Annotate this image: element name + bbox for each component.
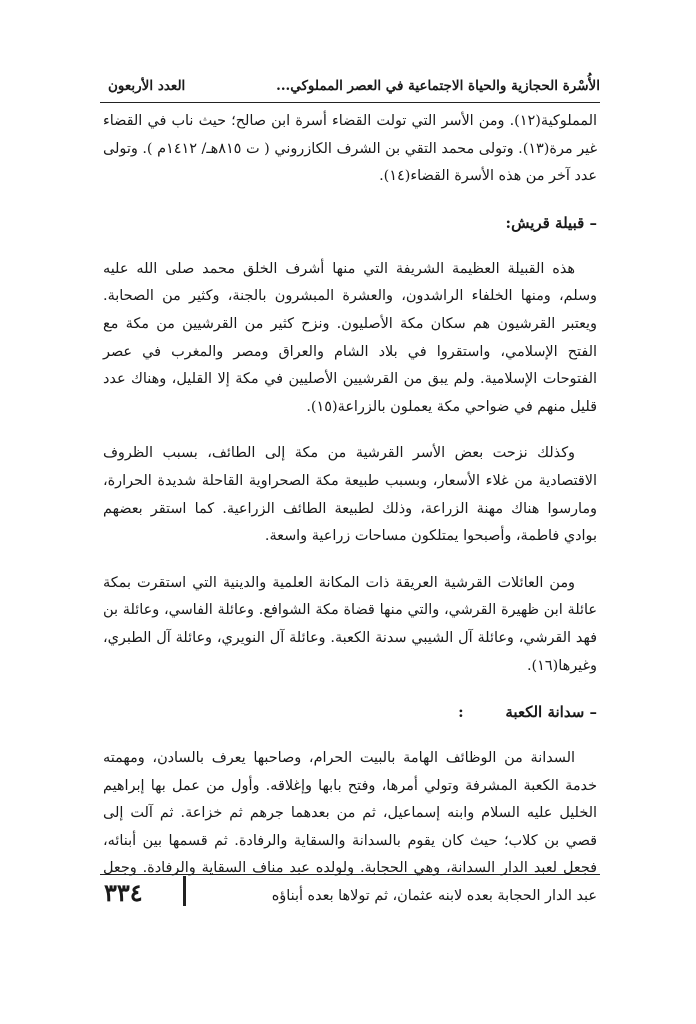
spacer [103,680,597,699]
spacer [103,726,597,745]
running-header [100,78,600,100]
paragraph: المملوكية(١٢). ومن الأسر التي تولت القضاء أسرة ابن صالح؛ حيث ناب في القضاء غير مرة(١٣). وتولى محمد التقي بن الشرف الكازروني ( ت ٨١٥هـ/ ١٤١٢م ). وتولى عدد آخر من هذه الأسرة القضاء(١٤). [103,113,597,185]
page-number: ٣٣٤ [104,878,143,907]
footer-divider [183,876,186,906]
paragraph: وكذلك نزحت بعض الأسر القرشية من مكة إلى الطائف، بسبب الظروف الاقتصادية من غلاء الأسعار، وبسبب طبيعة مكة الصحراوية القاحلة شديدة الحرارة، ومارسوا هناك مهنة الزراعة، وذلك لطبيعة الطائف الزراعية. كما استقر بعضهم بوادي فاطمة، وأصبحوا يمتلكون مساحات زراعية واسعة. [103,445,597,545]
spacer [103,551,597,570]
section-heading: – سدانة الكعبة : [458,703,597,722]
spacer [103,421,597,440]
paragraph: السدانة من الوظائف الهامة بالبيت الحرام، وصاحبها يعرف بالسادن، ومهمته خدمة الكعبة المشرفة وتولي أمرها، وفتح بابها وإغلاقه. وأول من عمل بها إبراهيم الخليل عليه السلام وابنه إسماعيل، ثم من بعدهما جرهم ثم خزاعة. ثم آلت إلى قصي بن كلاب؛ حيث كان يقوم بالسدانة والسقاية والرفادة. ثم قسمها بين أبنائه، فجعل لعبد الدار السدانة، وهي الحجابة. ولولده عبد مناف السقاية والرفادة. وجعل عبد الدار الحجابة بعده لابنه عثمان، ثم تولاها بعده أبناؤه [103,750,597,905]
header-rule [100,102,600,103]
section-heading: – قبيلة قريش: [505,213,597,232]
paragraph: هذه القبيلة العظيمة الشريفة التي منها أشرف الخلق محمد صلى الله عليه وسلم، ومنها الخلفاء الراشدون، والعشرة المبشرون بالجنة، وكثير من الصحابة. ويعتبر القرشيون هم سكان مكة الأصليون. ونزح كثير من القرشيين من مكة مع الفتح الإسلامي، واستقروا في بلاد الشام والعراق ومصر والمغرب في عصر الفتوحات الإسلامية. ولم يبق من القرشيين الأصليين في مكة إلا القليل، وهناك عدد قليل منهم في ضواحي مكة يعملون بالزراعة(١٥). [103,260,597,415]
spacer [103,191,597,210]
running-header-issue: العدد الأربعون [108,78,186,94]
footer-rule [100,874,600,875]
running-header-title: الأُسْرة الحجازية والحياة الاجتماعية في العصر المملوكي... [276,78,600,94]
article-body [103,108,597,911]
spacer [103,237,597,256]
paragraph: ومن العائلات القرشية العريقة ذات المكانة العلمية والدينية التي استقرت بمكة عائلة ابن ظهيرة القرشي، والتي منها قضاة مكة الشوافع. وعائلة الفاسي، وعائلة بن فهد القرشي، وعائلة آل الشيبي سدنة الكعبة. وعائلة آل النويري، وعائلة آل الطبري، وغيرها(١٦). [103,574,597,674]
